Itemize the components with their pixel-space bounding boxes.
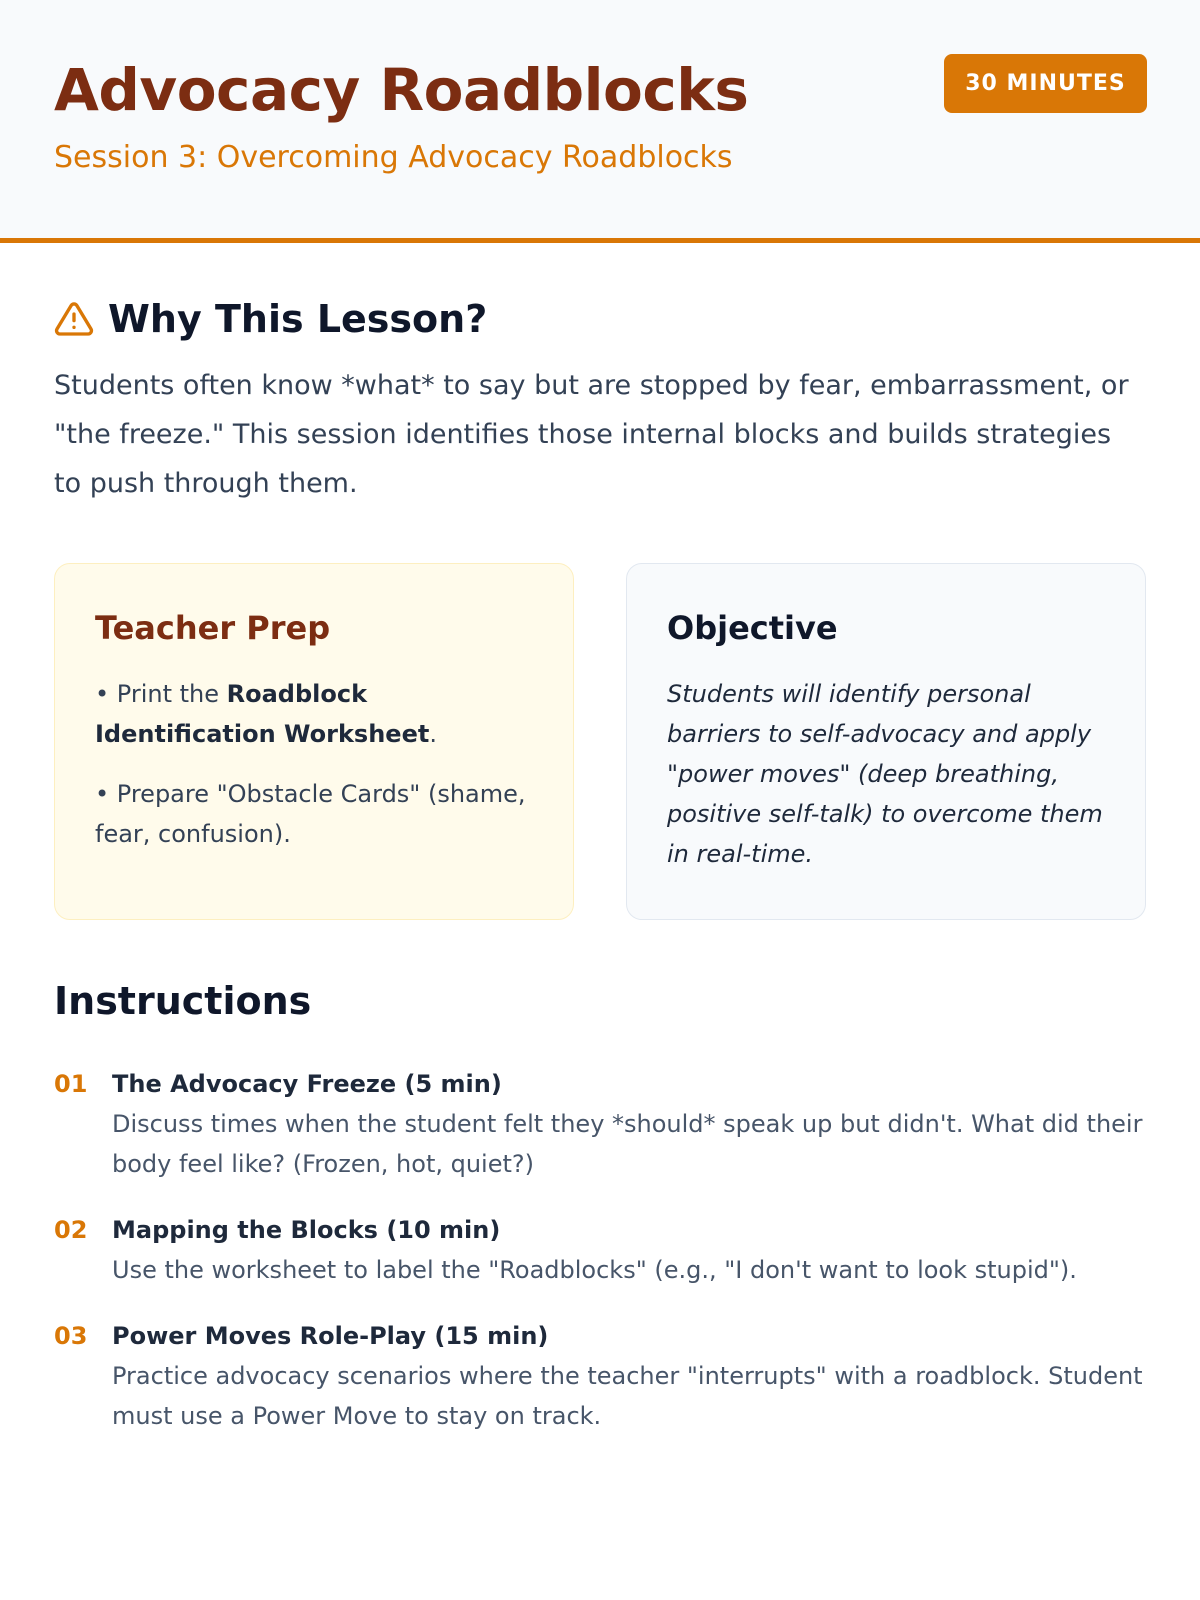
why-heading: [54, 295, 1146, 343]
instruction-step: [54, 1210, 1146, 1290]
prep-item: [95, 774, 533, 854]
prep-item: [95, 674, 533, 754]
step-body: [112, 1210, 1146, 1290]
step-title: Mapping the Blocks (10 min): [112, 1216, 501, 1244]
warning-triangle-icon: [54, 299, 94, 339]
step-body: [112, 1064, 1146, 1184]
why-title: Why This Lesson?: [108, 297, 488, 341]
info-cards: [54, 563, 1146, 920]
instructions-title: Instructions: [54, 979, 312, 1023]
step-number: 01: [54, 1070, 88, 1098]
teacher-prep-card: [54, 563, 574, 920]
instruction-steps: [54, 1064, 1146, 1436]
why-section: [54, 295, 1146, 508]
teacher-prep-title: Teacher Prep: [95, 609, 331, 647]
step-title: The Advocacy Freeze (5 min): [112, 1070, 502, 1098]
prep-item-text: • Print the: [95, 680, 227, 708]
prep-item-text: • Prepare "Obstacle Cards" (shame, fear, confusion).: [95, 780, 526, 848]
step-number: 03: [54, 1322, 88, 1350]
step-description: Use the worksheet to label the "Roadblocks" (e.g., "I don't want to look stupid").: [112, 1256, 1077, 1284]
prep-item-suffix: .: [429, 720, 437, 748]
instructions-section: [54, 976, 1146, 1436]
instruction-step: [54, 1316, 1146, 1436]
lesson-header: [0, 0, 1200, 243]
objective-title: Objective: [667, 609, 838, 647]
step-number: 02: [54, 1216, 88, 1244]
instruction-step: [54, 1064, 1146, 1184]
teacher-prep-list: [95, 674, 533, 854]
why-description: Students often know *what* to say but are stopped by fear, embarrassment, or "the freeze." This session identifies those internal blocks and builds strategies to push through them.: [54, 370, 1129, 499]
step-body: [112, 1316, 1146, 1436]
lesson-content: [0, 243, 1200, 1436]
worksheet-name: Roadblock Identification Worksheet: [95, 680, 430, 748]
objective-text: Students will identify personal barriers to self-advocacy and apply "power moves" (deep breathing, positive self-talk) to overcome them in real-time.: [667, 680, 1103, 868]
objective-card: [626, 563, 1146, 920]
duration-badge: 30 MINUTES: [944, 54, 1147, 113]
step-title: Power Moves Role-Play (15 min): [112, 1322, 549, 1350]
page-title: Advocacy Roadblocks: [54, 56, 749, 124]
step-description: Discuss times when the student felt they *should* speak up but didn't. What did their body feel like? (Frozen, hot, quiet?): [112, 1110, 1143, 1178]
step-description: Practice advocacy scenarios where the teacher "interrupts" with a roadblock. Student must use a Power Move to stay on track.: [112, 1362, 1143, 1430]
session-subtitle: Session 3: Overcoming Advocacy Roadblocks: [54, 140, 733, 175]
